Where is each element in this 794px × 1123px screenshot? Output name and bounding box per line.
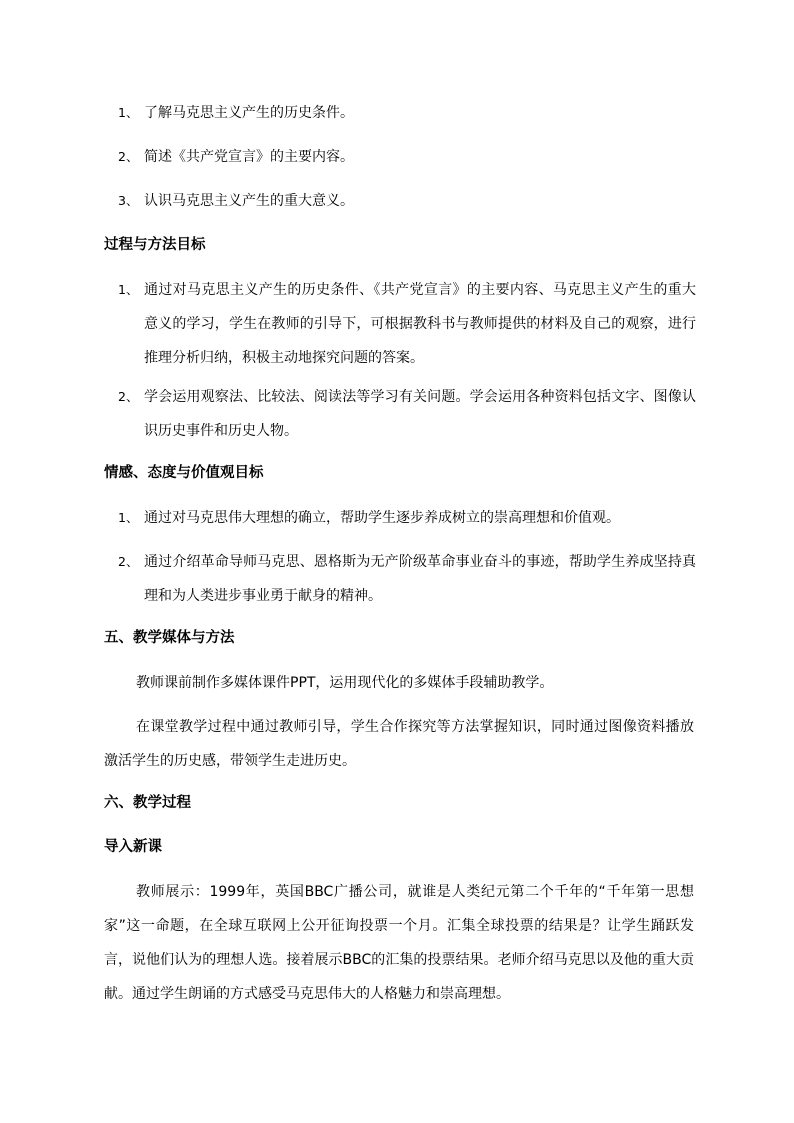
section-heading: 情感、态度与价值观目标 (104, 465, 264, 481)
list-number: 1、 (118, 105, 139, 120)
list-text: 简述《共产党宣言》的主要内容。 (144, 149, 354, 165)
list-item (118, 102, 354, 124)
list-text: 学会运用观察法、比较法、阅读法等学习有关问题。学会运用各种资料包括文字、图像认识历史事件和历史人物。 (144, 389, 696, 439)
section-heading: 五、教学媒体与方法 (104, 630, 235, 646)
list-number: 3、 (118, 193, 139, 208)
list-text: 认识马克思主义产生的重大意义。 (144, 193, 354, 209)
list-text: 通过对马克思主义产生的历史条件、《共产党宣言》的主要内容、马克思主义产生的重大意义的学习，学生在教师的引导下，可根据教科书与教师提供的材料及自己的观察，进行推理分析归纳，积极主动地探究问题的答案。 (144, 282, 696, 366)
paragraph: 教师展示：1999年，英国BBC广播公司，就谁是人类纪元第二个千年的“千年第一思想家”这一命题，在全球互联网上公开征询投票一个月。汇集全球投票的结果是？让学生踊跃发言，说他们认为的理想人选。接着展示BBC的汇集的投票结果。老师介绍马克思以及他的重大贡献。通过学生朗诵的方式感受马克思伟大的人格魅力和崇高理想。 (104, 884, 694, 1002)
list-item (118, 146, 354, 168)
list-item (118, 545, 696, 613)
section-heading: 过程与方法目标 (104, 237, 206, 253)
subsection-heading: 导入新课 (104, 839, 162, 855)
paragraph: 在课堂教学过程中通过教师引导，学生合作探究等方法掌握知识，同时通过图像资料播放激活学生的历史感，带领学生走进历史。 (104, 719, 694, 769)
list-item (118, 273, 696, 375)
list-number: 2、 (118, 389, 139, 404)
list-number: 1、 (118, 510, 139, 525)
list-number: 1、 (118, 282, 139, 297)
list-text: 了解马克思主义产生的历史条件。 (144, 105, 354, 121)
paragraph: 教师课前制作多媒体课件PPT，运用现代化的多媒体手段辅助教学。 (136, 675, 554, 691)
list-item (118, 380, 696, 448)
list-number: 2、 (118, 149, 139, 164)
list-number: 2、 (118, 554, 139, 569)
list-item (118, 190, 354, 212)
list-text: 通过对马克思伟大理想的确立，帮助学生逐步养成树立的崇高理想和价值观。 (144, 510, 620, 526)
list-text: 通过介绍革命导师马克思、恩格斯为无产阶级革命事业奋斗的事迹，帮助学生养成坚持真理和为人类进步事业勇于献身的精神。 (144, 554, 696, 604)
list-item (118, 501, 696, 535)
section-heading: 六、教学过程 (104, 795, 191, 811)
